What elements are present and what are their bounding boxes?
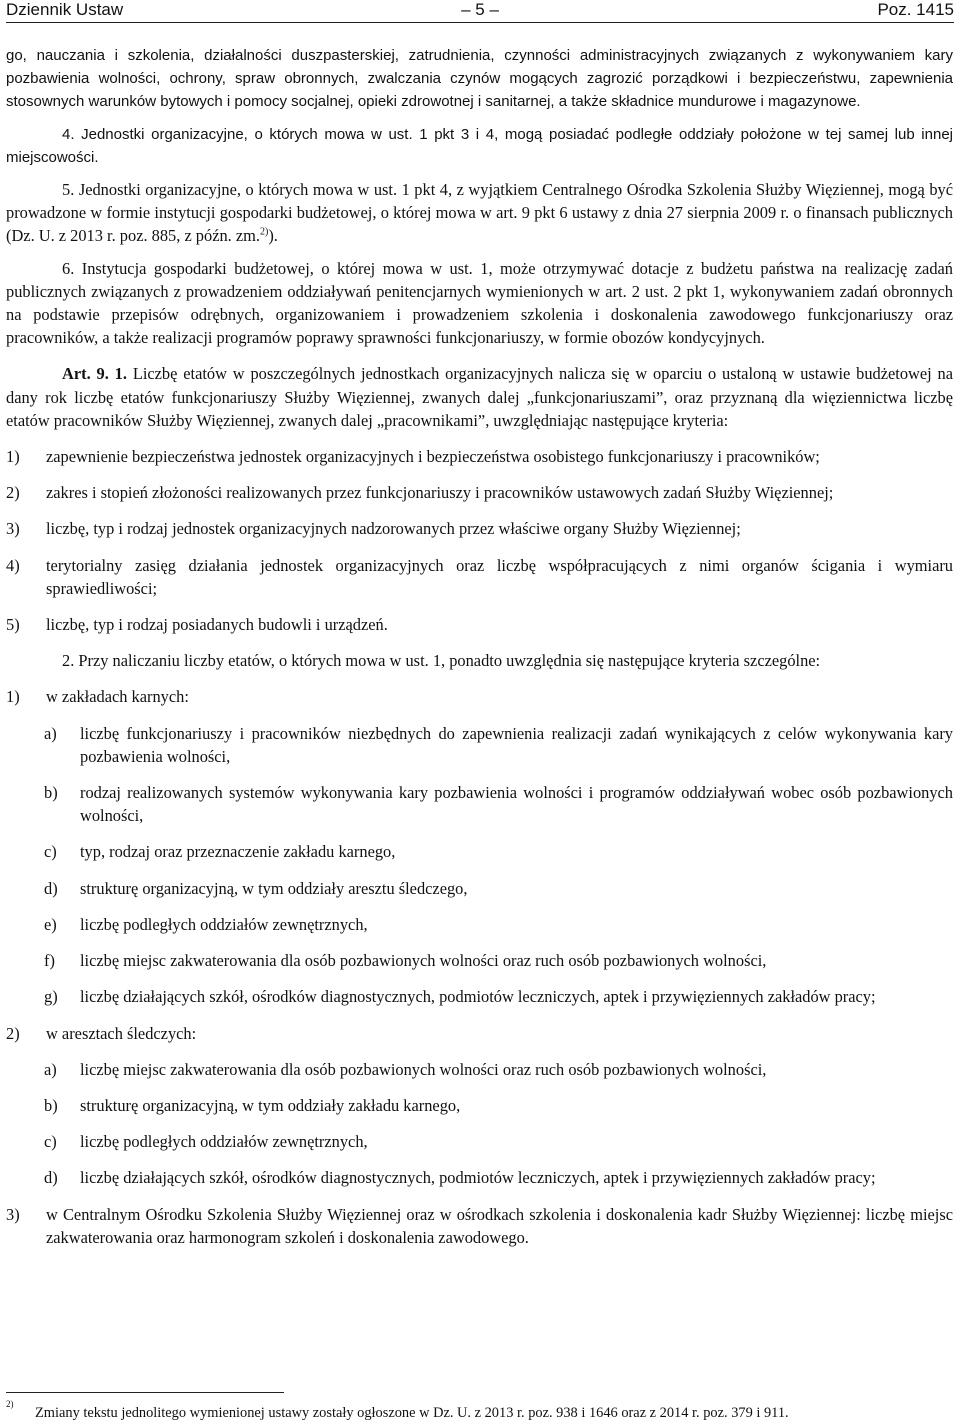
article-9: Art. 9. 1. Liczbę etatów w poszczególnych jednostkach organizacyjnych nalicza się w oparciu o ustaloną w ustawie budżetowej na dany rok liczbę etatów funkcjonariuszy Służby Więziennej, zwanych dalej „funkcjonariuszami”, oraz przyznaną dla więziennictwa liczbę etatów pracowników Służby Więziennej, zwanych dalej „pracownikami”, uwzględniając następujące kryteria: [6,364,953,430]
sub-list-item: d) liczbę działających szkół, ośrodków diagnostycznych, podmiotów leczniczych, aptek i przywięziennych zakładów pracy; [44,1168,876,1188]
list-item: 1) zapewnienie bezpieczeństwa jednostek organizacyjnych i bezpieczeństwa osobistego funkcjonariuszy i pracowników; [6,447,820,467]
list-item-group: 3) w Centralnym Ośrodku Szkolenia Służby Więziennej oraz w ośrodkach szkolenia i doskonalenia kadr Służby Więziennej: liczbę miejsc zakwaterowania oraz harmonogram szkoleń i doskonalenia zawodowego. [6,1204,953,1247]
sub-list-item: f) liczbę miejsc zakwaterowania dla osób pozbawionych wolności oraz ruch osób pozbawionych wolności, [44,951,767,971]
sub-list-item: c) typ, rodzaj oraz przeznaczenie zakładu karnego, [44,842,396,862]
list-item: 3) liczbę, typ i rodzaj jednostek organizacyjnych nadzorowanych przez właściwe organy Służby Więziennej; [6,519,741,539]
footnote-marker: 2) [6,1399,14,1409]
sub-list-item: b) rodzaj realizowanych systemów wykonywania kary pozbawienia wolności i programów oddziaływań wobec osób pozbawionych wolności, [44,783,953,826]
sub-list-item: a) liczbę miejsc zakwaterowania dla osób pozbawionych wolności oraz ruch osób pozbawionych wolności, [44,1059,767,1079]
journal-title: Dziennik Ustaw [6,0,124,19]
sub-list-item: a) liczbę funkcjonariuszy i pracowników niezbędnych do zapewnienia realizacji zadań wynikających z celów wykonywania kary pozbawienia wolności, [44,723,953,766]
list-item-group: 2) w aresztach śledczych: [6,1023,197,1043]
document-body [6,44,953,1249]
paragraph-ust-4: 4. Jednostki organizacyjne, o których mowa w ust. 1 pkt 3 i 4, mogą posiadać podległe oddziały położone w tej samej lub innej miejscowości. [6,125,953,166]
list-item: 2) zakres i stopień złożoności realizowanych przez funkcjonariuszy i pracowników ustawowych zadań Służby Więziennej; [6,483,834,503]
list-item: 4) terytorialny zasięg działania jednostek organizacyjnych oraz liczbę współpracujących z nimi organów ścigania i wymiaru sprawiedliwości; [6,555,953,598]
sub-list-item: d) strukturę organizacyjną, w tym oddziały aresztu śledczego, [44,878,468,898]
paragraph-ust-2: 2. Przy naliczaniu liczby etatów, o których mowa w ust. 1, ponadto uwzględnia się następujące kryteria szczególne: [62,651,821,671]
article-label: Art. 9. 1. [62,364,127,384]
page-header [6,0,954,23]
sub-list-item: e) liczbę podległych oddziałów zewnętrznych, [44,914,368,934]
list-item-group: 1) w zakładach karnych: [6,687,189,707]
paragraph-continued: go, nauczania i szkolenia, działalności duszpasterskiej, zatrudnienia, czynności administracyjnych związanych z wykonywaniem kary pozbawienia wolności, ochrony, spraw obronnych, zwalczania czynów mogących zagrozić porządkowi i bezpieczeństwu, zapewnienia stosownych warunków bytowych i pomocy socjalnej, opieki zdrowotnej i sanitarnej, a także składnice mundurowe i magazynowe. [6,47,953,111]
list-item: 5) liczbę, typ i rodzaj posiadanych budowli i urządzeń. [6,615,388,635]
paragraph-ust-6: 6. Instytucja gospodarki budżetowej, o której mowa w ust. 1, może otrzymywać dotacje z budżetu państwa na realizację zadań publicznych związanych z prowadzeniem oddziaływań penitencjarnych wymienionych w art. 2 ust. 2 pkt 1, wykonywaniem zadań obronnych na podstawie przepisów odrębnych, organizowaniem i prowadzeniem szkolenia i doskonalenia zawodowego funkcjonariuszy oraz pracowników, a także realizacji programów poprawy sprawności funkcjonariuszy, w formie obozów kondycyjnych. [6,258,953,348]
footnote-text: Zmiany tekstu jednolitego wymienionej ustawy zostały ogłoszone w Dz. U. z 2013 r. poz. 938 i 1646 oraz z 2014 r. poz. 379 i 911. [35,1405,789,1421]
footnote-ref[interactable]: 2) [260,226,269,238]
paragraph-ust-5: 5. Jednostki organizacyjne, o których mowa w ust. 1 pkt 4, z wyjątkiem Centralnego Ośrodka Szkolenia Służby Więziennej, mogą być prowadzone w formie instytucji gospodarki budżetowej, o której mowa w art. 9 pkt 6 ustawy z dnia 27 sierpnia 2009 r. o finansach publicznych (Dz. U. z 2013 r. poz. 885, z późn. zm.$^{2)}$). [6,180,953,246]
sub-list-item: c) liczbę podległych oddziałów zewnętrznych, [44,1132,368,1152]
sub-list-item: b) strukturę organizacyjną, w tym oddziały zakładu karnego, [44,1095,461,1115]
sub-list-item: g) liczbę działających szkół, ośrodków diagnostycznych, podmiotów leczniczych, aptek i przywięziennych zakładów pracy; [44,987,876,1007]
footnote-divider [6,1392,284,1393]
page-number: – 5 – [461,0,499,19]
position-number: Poz. 1415 [877,0,954,19]
